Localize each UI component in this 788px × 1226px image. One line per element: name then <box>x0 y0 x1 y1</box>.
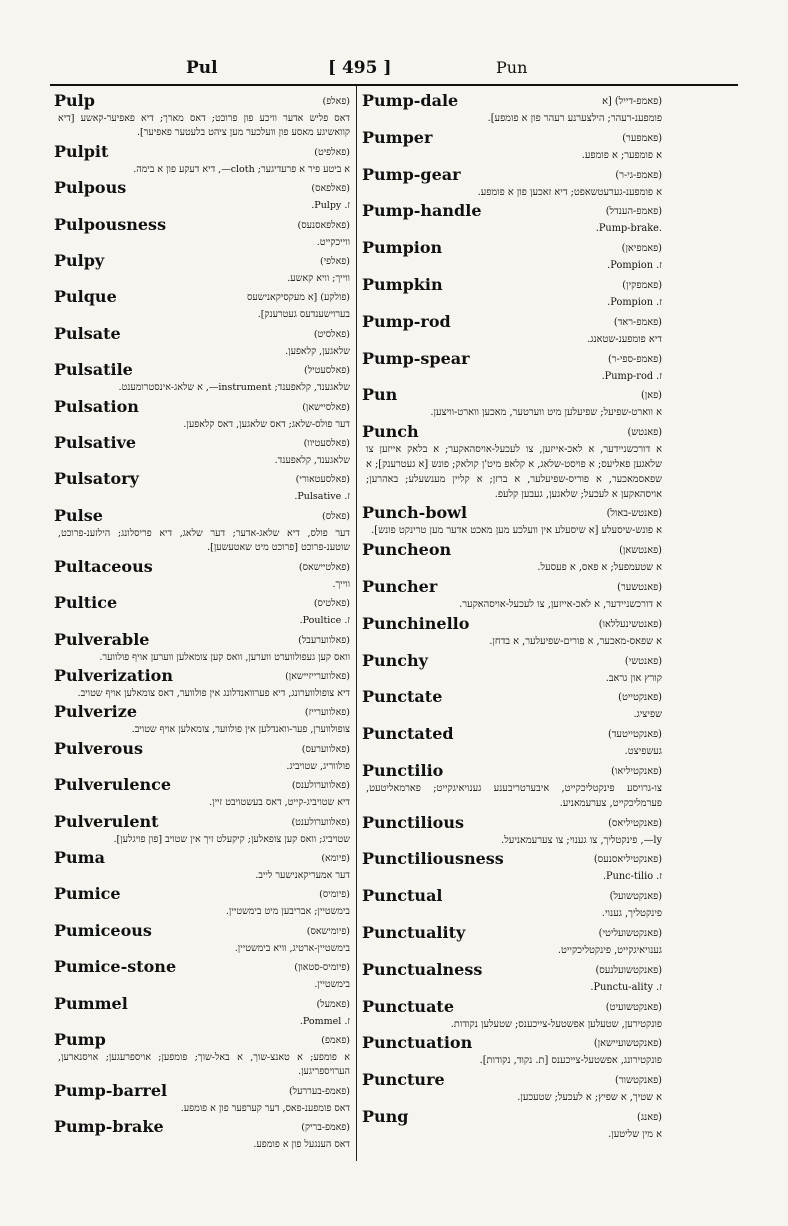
dictionary-entry <box>54 323 350 359</box>
entry-headword: Pulsation <box>54 396 139 416</box>
dictionary-entry <box>54 592 350 628</box>
entry-headword: Punch <box>362 422 419 442</box>
entry-headline <box>54 920 350 942</box>
dictionary-entry <box>54 701 350 737</box>
entry-headword: Pumper <box>362 127 433 147</box>
entry-headword: Pultaceous <box>54 556 153 576</box>
entry-headword: Puncher <box>362 576 438 596</box>
dictionary-entry <box>54 738 350 774</box>
entry-headline <box>54 432 350 454</box>
entry-headword: Pummel <box>54 993 128 1013</box>
dictionary-entry <box>362 1069 662 1106</box>
entry-pronunciation: (פאנקטשועיישאן) <box>593 1038 662 1050</box>
entry-headword: Puma <box>54 847 105 867</box>
entry-definition: וואס קען געפולווערט ווערען, וואס קען צומאלען ווערען אויף פולווער. <box>99 651 350 663</box>
entry-pronunciation: (פאנטשינעללאו) <box>598 618 662 630</box>
entry-pronunciation: (פאמפ-בריק) <box>301 1122 350 1134</box>
entry-definition: ז. Poultice. <box>299 615 350 627</box>
dictionary-entry <box>54 177 350 213</box>
entry-pronunciation: (פאלסיישאן) <box>302 401 350 413</box>
entry-pronunciation: (פאלס) <box>322 510 350 522</box>
entry-headword: Punctual <box>362 886 443 906</box>
dictionary-entry <box>362 996 662 1033</box>
dictionary-entry <box>54 883 350 919</box>
entry-headline <box>54 505 350 527</box>
entry-headword: Pulverable <box>54 629 150 649</box>
entry-headword: Pulpous <box>54 178 127 198</box>
entry-headline <box>54 629 350 651</box>
entry-definition: געשפיצט. <box>624 746 662 758</box>
entry-definition: פונקטירונג, אפשטעל-צייכענס [ת. נקוד, נקודות]. <box>479 1055 662 1067</box>
entry-pronunciation: (פאלווערעבל) <box>298 634 350 646</box>
dictionary-entry <box>54 468 350 504</box>
entry-pronunciation: (פאמעל) <box>316 998 350 1010</box>
entry-pronunciation: (פאנקטשועיט) <box>605 1001 662 1013</box>
right-column <box>362 90 662 1143</box>
entry-headword: Punchy <box>362 650 428 670</box>
entry-definition: צו-גרויסע פינקטליכקייט, איבערטריבענע גענויאיגקייט; פארמאליטעט, פערמליכקייט, צערעמאניע. <box>366 782 662 809</box>
entry-headword: Pultice <box>54 593 118 613</box>
entry-headline <box>54 250 350 272</box>
dictionary-entry <box>54 774 350 810</box>
entry-headword: Pumpkin <box>362 274 443 294</box>
entry-headword: Punch-bowl <box>362 503 468 523</box>
dictionary-entry <box>54 847 350 883</box>
entry-headline <box>54 1080 350 1102</box>
dictionary-entry <box>54 396 350 432</box>
entry-pronunciation: (פאלסעטיוו) <box>303 438 350 450</box>
entry-headline <box>362 959 662 981</box>
dictionary-entry <box>362 650 662 687</box>
entry-headline <box>362 613 662 635</box>
entry-definition: א ביטע פיר א פרעדיגער; cloth—, דיא דעקע פון א בימה. <box>133 163 350 175</box>
entry-definition: ly—, פינקטליך, צו גענוי; צו צערעמאניעל. <box>501 834 662 846</box>
entry-headline <box>54 592 350 614</box>
entry-headword: Punctilious <box>362 812 464 832</box>
entry-headword: Pump-dale <box>362 91 459 110</box>
entry-headword: Pump-brake <box>54 1117 164 1137</box>
entry-definition: פונקטירען, שטעלען אפשטעל-צייכענס; שטעלען נקודות. <box>450 1018 662 1030</box>
entry-pronunciation: (פאלווערייזיישאן) <box>285 670 350 682</box>
entry-headline <box>362 650 662 672</box>
entry-definition: שפיציג. <box>633 709 662 721</box>
entry-pronunciation: (פאמפ-בעררעל) <box>288 1085 350 1097</box>
entry-pronunciation: (פאלפ) <box>322 96 350 107</box>
dictionary-entry <box>362 1106 662 1143</box>
entry-headline <box>54 738 350 760</box>
entry-headline <box>362 274 662 296</box>
entry-pronunciation: (פאלסעטיל) <box>304 365 350 377</box>
entry-pronunciation: (פאלווערעס) <box>301 743 350 755</box>
entry-definition: ז. Pompion. <box>607 296 662 308</box>
entry-pronunciation: (פאנקטשור) <box>614 1075 662 1087</box>
entry-headline <box>362 539 662 561</box>
entry-definition: א שפאס-מאכער, א פורים-שפיעלער, א בדחן. <box>489 635 662 647</box>
entry-definition: .Pump-brake. <box>595 223 662 235</box>
dictionary-entry <box>54 1029 350 1080</box>
entry-pronunciation: (פאן) <box>640 390 662 402</box>
entry-headword: Pulsative <box>54 433 137 453</box>
column-divider <box>356 86 357 1161</box>
entry-definition: דיא צופולווערונג, דיא פערוואנדלונג אין פולווער, דאס צומאלען אויף שטויב. <box>77 687 350 699</box>
entry-headline <box>54 396 350 418</box>
entry-definition: דיא שטויביג-קייט, דאס בעשטויבט זיין. <box>209 797 350 809</box>
dictionary-entry <box>362 1032 662 1069</box>
entry-headline <box>362 200 662 222</box>
dictionary-entry <box>54 956 350 992</box>
entry-headline <box>54 556 350 578</box>
entry-headword: Punchinello <box>362 613 470 633</box>
entry-headline <box>54 214 350 236</box>
dictionary-entry <box>362 613 662 650</box>
header-rule <box>50 84 738 86</box>
entry-pronunciation: (פאנקטשועל) <box>609 891 662 903</box>
entry-headword: Pulverize <box>54 702 137 722</box>
entry-pronunciation: (פאנטשי) <box>624 655 662 667</box>
entry-headword: Pump <box>54 1029 106 1049</box>
entry-definition: דאס הענגעל פון א פומפע. <box>253 1139 350 1151</box>
entry-pronunciation: (פאנקטיליאס) <box>608 817 662 829</box>
entry-pronunciation: (פאנקטייט) <box>618 692 662 704</box>
entry-headline <box>362 812 662 834</box>
entry-definition: בימשטיין-ארטיג, וויא בימשטיין. <box>234 942 350 954</box>
entry-pronunciation: (פאמפער) <box>622 132 662 144</box>
entry-headline <box>54 1029 350 1051</box>
dictionary-entry <box>54 811 350 847</box>
entry-definition: א ווארט-שפיעל; שפיעלען מיט ווערטער, מאכען ווארט-וויצען. <box>430 407 662 419</box>
entry-headline <box>54 90 350 112</box>
header-left-guideword: Pul <box>186 58 218 78</box>
entry-pronunciation: (פיומא) <box>321 852 350 864</box>
entry-definition: דער פולס, דיא שלאג-אדער; דער שלאג, דיא פריסלונג; הילזענ-פרוכט, שוטענ-פרוכט [פרוכט מיט שאטעשען]. <box>58 527 350 554</box>
entry-pronunciation: (פיומיס-סטאון) <box>294 962 350 974</box>
dictionary-entry <box>362 576 662 613</box>
entry-definition: בימשטיין; אבריבען מיט בימשטיין. <box>225 906 350 918</box>
entry-definition: ז. Punctu-ality. <box>590 981 662 993</box>
dictionary-entry <box>362 274 662 311</box>
entry-pronunciation: (פאלסעטאורי) <box>295 474 350 486</box>
dictionary-entry <box>362 885 662 922</box>
entry-definition: א פומפע; א טאנצ-שוך, א באל-שוך; פומפען; אויספרעגען; אויסנארען, הערויספריגען. <box>58 1051 350 1078</box>
entry-headword: Pump-barrel <box>54 1080 168 1100</box>
entry-definition: פומפענ-רעהר; הילצערנע רעהר פון א פומפע]. <box>487 113 662 124</box>
entry-definition: שלאגען, קלאפען. <box>285 345 350 357</box>
entry-pronunciation: (פאנקטייטעד) <box>607 729 662 741</box>
entry-headline <box>362 1106 662 1128</box>
entry-definition: ווייך. <box>332 578 350 590</box>
entry-definition: ז. Pulsative. <box>294 491 350 503</box>
entry-definition: ז. Pompion. <box>607 260 662 272</box>
entry-headword: Pulpit <box>54 141 109 161</box>
dictionary-entry <box>54 432 350 468</box>
entry-headline <box>362 996 662 1018</box>
entry-headline <box>54 665 350 687</box>
entry-definition: בימשטיין. <box>314 979 350 991</box>
dictionary-entry <box>362 384 662 421</box>
entry-definition: שלאגענד, קלאפענד. <box>274 455 350 467</box>
dictionary-entry <box>362 848 662 885</box>
dictionary-entry <box>362 200 662 237</box>
entry-definition: דאס פליש אדער וויכע פון פרוכט; דאס מארך; דיא פאפיער-קאשע [דיא קוואשיגע מאסע פון וועלכער מען ציהט בלעטער פאפיער]. <box>58 113 350 139</box>
entry-pronunciation: (פאנטשאן) <box>619 545 662 557</box>
entry-pronunciation: (פאלפאסנעס) <box>297 219 350 231</box>
entry-definition: א מין שליטען. <box>608 1128 662 1140</box>
dictionary-entry <box>54 920 350 956</box>
entry-pronunciation: (פאלטיס) <box>313 598 350 610</box>
dictionary-entry <box>362 922 662 959</box>
header-right-guideword: Pun <box>496 58 528 77</box>
entry-pronunciation: (פאלווערולענט) <box>291 816 350 828</box>
dictionary-entry <box>362 237 662 274</box>
entry-headword: Pulque <box>54 287 117 307</box>
entry-headline <box>362 348 662 370</box>
dictionary-entry <box>362 164 662 201</box>
entry-headline <box>362 384 662 406</box>
entry-headword: Pumiceous <box>54 920 152 940</box>
entry-definition: א דורכשניידער, א לאכ-אייזען, צו לעכעל-אויסהאקער; א בלאק אייזען צו שלאגען פאליעס; א פויסט-שלאג, א קלאפ מיט'ן קולאק; פונש [א געטרענק]; א שפאסמאכער, א פוריס-שפיעלער, א ברזן; א קליין מענשעלע; באהרען; אויסהאקען א לעכעל; שלאגען, געבען קלעפ. <box>366 444 662 500</box>
dictionary-entry <box>54 505 350 556</box>
entry-pronunciation: (פאלפי) <box>319 256 350 268</box>
entry-headline <box>362 760 662 782</box>
entry-pronunciation: (פאמפ) <box>321 1034 350 1046</box>
entry-headword: Pun <box>362 385 398 405</box>
entry-headword: Pulse <box>54 505 103 525</box>
entry-headword: Punctuate <box>362 996 454 1016</box>
entry-headline <box>362 502 662 524</box>
entry-pronunciation: (פאמפ-גי-ר) <box>615 169 662 181</box>
entry-headword: Pulverulence <box>54 775 172 795</box>
entry-headline <box>362 164 662 186</box>
dictionary-entry <box>54 214 350 250</box>
entry-headline <box>54 811 350 833</box>
entry-headline <box>362 237 662 259</box>
entry-headline <box>54 177 350 199</box>
entry-definition: פינקטליך, גענוי. <box>601 908 662 920</box>
entry-pronunciation: (פאנטש-באול) <box>606 508 662 520</box>
entry-pronunciation: (פאלווערולענס) <box>291 780 350 792</box>
entry-headword: Pulsate <box>54 323 121 343</box>
entry-definition: א פונש-שיסעלע [א שיסעלע אין וועלכע מען מאכט אדער מען טרינקט פונש]. <box>371 525 662 537</box>
dictionary-entry <box>362 959 662 996</box>
entry-pronunciation: (פאמפ-ספי-ר) <box>607 353 662 365</box>
entry-pronunciation: (פאנג) <box>637 1111 662 1123</box>
entry-headword: Punctilio <box>362 760 444 780</box>
entry-headword: Pumice-stone <box>54 957 177 977</box>
dictionary-entry <box>54 1080 350 1116</box>
entry-headline <box>362 723 662 745</box>
entry-definition: ווייכקייט. <box>316 236 350 248</box>
entry-headword: Puncture <box>362 1070 445 1090</box>
entry-headline <box>362 848 662 870</box>
entry-pronunciation: (פאמפ-הענדל) <box>605 206 662 218</box>
dictionary-entry <box>362 812 662 849</box>
entry-headword: Punctualness <box>362 959 483 979</box>
entry-pronunciation: (פאלפיט) <box>314 146 350 158</box>
entry-headword: Pump-spear <box>362 348 470 368</box>
entry-headword: Pung <box>362 1106 409 1126</box>
entry-headline <box>54 956 350 978</box>
entry-headline <box>362 576 662 598</box>
entry-pronunciation: (פיומיס) <box>319 889 350 901</box>
entry-headline <box>54 774 350 796</box>
entry-pronunciation: (פאלפאס) <box>311 183 350 195</box>
entry-headword: Pump-gear <box>362 164 461 184</box>
entry-headword: Puncheon <box>362 540 452 560</box>
dictionary-entry <box>362 127 662 164</box>
dictionary-entry <box>362 311 662 348</box>
entry-headline <box>54 359 350 381</box>
entry-headword: Punctiliousness <box>362 849 504 869</box>
entry-headword: Pump-handle <box>362 201 482 221</box>
entry-pronunciation: (פאנטש) <box>627 427 662 439</box>
dictionary-entry <box>362 90 662 127</box>
dictionary-entry <box>362 760 662 812</box>
dictionary-entry <box>362 723 662 760</box>
entry-pronunciation: (פאנקטיליאו) <box>611 765 662 777</box>
entry-headword: Punctuation <box>362 1033 473 1053</box>
entry-headword: Punctuality <box>362 922 466 942</box>
entry-headword: Pulpousness <box>54 214 167 234</box>
entry-headline <box>54 323 350 345</box>
entry-headword: Pumpion <box>362 238 443 258</box>
dictionary-entry <box>54 359 350 395</box>
dictionary-entry <box>362 502 662 539</box>
entry-headline <box>362 127 662 149</box>
entry-headline <box>362 885 662 907</box>
entry-definition: א דורכשניידער, א לאכ-אייזען, צו לעכעל-אויסהאקער. <box>459 598 662 610</box>
dictionary-entry <box>54 141 350 177</box>
entry-definition: צופולווערן, פער-וואנדלען אין פולווער, צומאלען אויף שטויב. <box>131 724 350 736</box>
entry-definition: שלאגענד, קלאפענד; instrument—, א שלאג-אינסטרומענט. <box>118 382 350 394</box>
entry-headword: Pulverulent <box>54 811 159 831</box>
entry-headword: Pump-rod <box>362 311 451 331</box>
entry-definition: א פומפער; א פומפע. <box>581 149 662 161</box>
dictionary-entry <box>362 348 662 385</box>
entry-definition: שטויביג; וואס קען צופאלען; קיקעלט זיך אין שטויב [פון פויגלען]. <box>113 833 350 845</box>
dictionary-entry <box>362 421 662 502</box>
dictionary-entry <box>362 686 662 723</box>
dictionary-entry <box>54 1116 350 1152</box>
entry-headline <box>54 1116 350 1138</box>
entry-definition: ווייך; וויא קאשע. <box>287 273 350 285</box>
entry-definition: בערוישענדעס געטרענק]. <box>257 309 350 321</box>
entry-definition: קורץ און גראב. <box>605 672 662 684</box>
entry-headline <box>362 922 662 944</box>
dictionary-entry <box>54 665 350 701</box>
entry-headline <box>54 286 350 308</box>
entry-definition: דאס פומפענ-פאס, דער קערפער פון א פומפע. <box>180 1102 350 1114</box>
entry-pronunciation: (פאלסיט) <box>313 328 350 340</box>
dictionary-entry <box>54 250 350 286</box>
left-column <box>54 90 350 1153</box>
entry-headline <box>362 1069 662 1091</box>
entry-pronunciation: (פאמפקין) <box>622 279 662 291</box>
entry-headline <box>54 701 350 723</box>
entry-pronunciation: (פאלווערייז) <box>304 707 350 719</box>
entry-headline <box>54 993 350 1015</box>
entry-headword: Pulpy <box>54 251 105 271</box>
entry-headword: Pumice <box>54 884 121 904</box>
entry-headword: Pulp <box>54 91 95 110</box>
entry-definition: גענויאיגקייט, פינקטליכקייט. <box>557 944 662 956</box>
entry-pronunciation: (פאלטיישאס) <box>298 561 350 573</box>
entry-pronunciation: (פאנטשער) <box>617 581 662 593</box>
entry-definition: דיא פומפענ-שטאנג. <box>587 333 662 345</box>
dictionary-entry <box>54 629 350 665</box>
entry-definition: דער פולס-שלאג; דאס שלאגען, דאס קלאפען. <box>183 418 350 430</box>
entry-pronunciation: (פיומישאס) <box>306 925 350 937</box>
entry-definition: א שטעמפעל; א פאס, א פעסעל. <box>537 562 662 574</box>
entry-headword: Pulverous <box>54 738 143 758</box>
entry-headword: Punctated <box>362 724 454 744</box>
entry-headline <box>54 883 350 905</box>
entry-headline <box>362 686 662 708</box>
dictionary-entry <box>362 539 662 576</box>
entry-pronunciation: (פולקע) [א מעקסיקאנישעס <box>246 292 350 304</box>
entry-headline <box>362 421 662 443</box>
entry-definition: ז. Punc-tilio. <box>602 871 662 883</box>
page-header <box>50 44 738 84</box>
entry-pronunciation: (פאנקטשועלנעס) <box>595 964 662 976</box>
entry-headword: Pulverization <box>54 665 173 685</box>
entry-headline <box>362 1032 662 1054</box>
entry-headline <box>54 141 350 163</box>
entry-pronunciation: (פאנקטיליאסנעס) <box>593 854 662 866</box>
entry-headword: Punctate <box>362 687 443 707</box>
entry-pronunciation: (פאמפ-דייל) [א <box>602 96 662 107</box>
entry-headline <box>54 847 350 869</box>
entry-pronunciation: (פאמפיאן) <box>621 243 662 255</box>
entry-headword: Pulsatile <box>54 360 133 380</box>
dictionary-entry <box>54 90 350 141</box>
dictionary-entry <box>54 993 350 1029</box>
entry-definition: א פומפענ-גערעטשאפט; דיא זאכען פון א פומפע. <box>477 186 662 198</box>
entry-definition: ז. Pommel. <box>299 1015 350 1027</box>
entry-definition: ז. Pulpy. <box>311 200 350 212</box>
entry-definition: דער אמעריקאנישער לייב. <box>255 869 350 881</box>
dictionary-entry <box>54 556 350 592</box>
dictionary-entry <box>54 286 350 322</box>
entry-definition: א שטיך, א שפיץ; א לעכעל; שטעכען. <box>517 1092 662 1104</box>
entry-pronunciation: (פאנקטשועליטי) <box>598 927 662 939</box>
page-number: [ 495 ] <box>328 58 392 78</box>
entry-headline <box>362 311 662 333</box>
entry-definition: ז. Pump-rod. <box>601 370 662 382</box>
entry-headline <box>54 468 350 490</box>
entry-definition: פולווריג, שטויביג. <box>286 760 350 772</box>
entry-headword: Pulsatory <box>54 469 139 489</box>
entry-headline <box>362 90 662 112</box>
entry-pronunciation: (פאמפ-ראד) <box>613 316 662 328</box>
